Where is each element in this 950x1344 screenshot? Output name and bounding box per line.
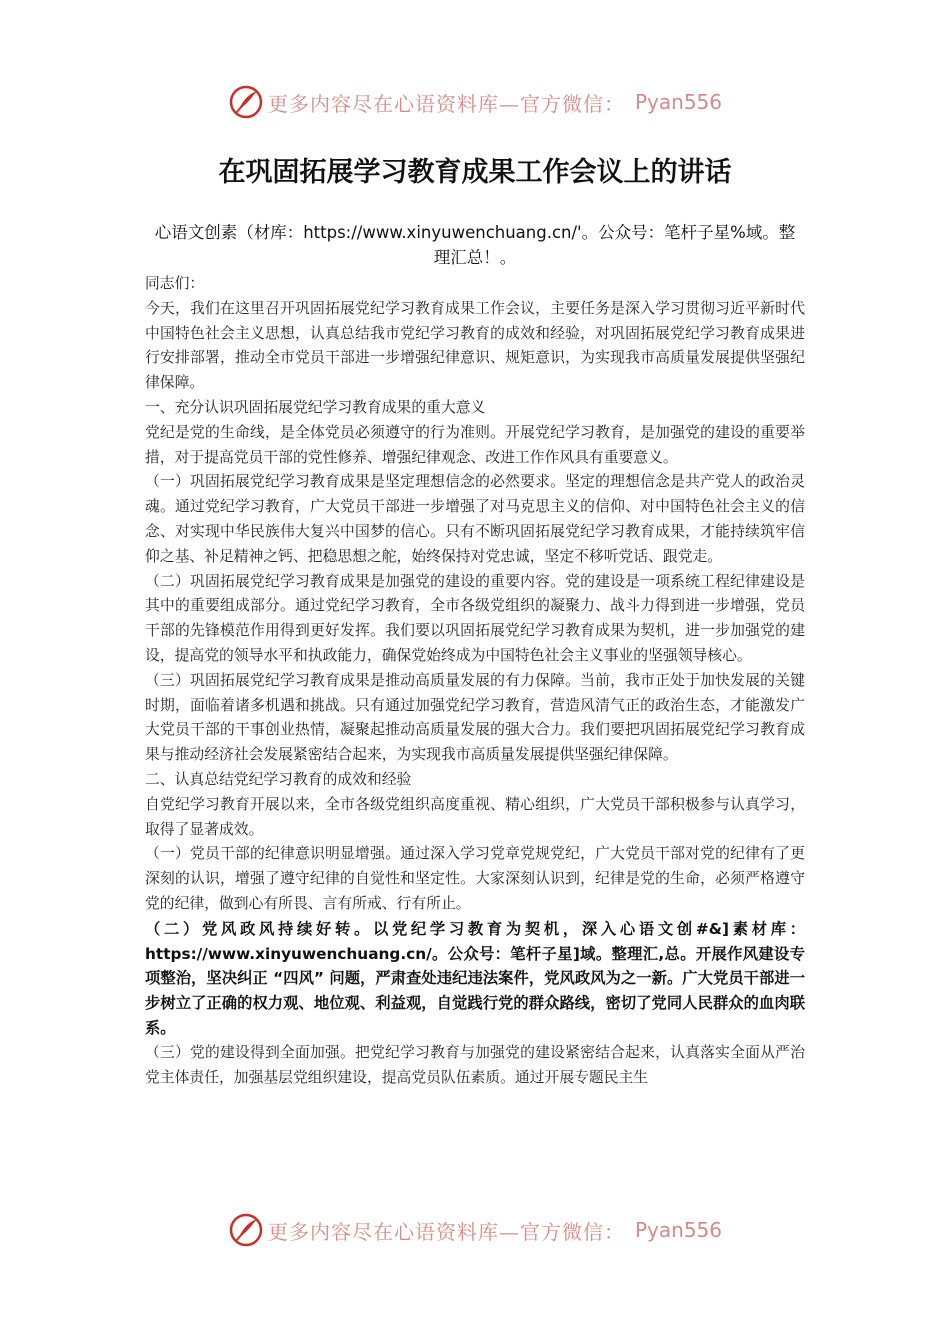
body-paragraph: （二）巩固拓展党纪学习教育成果是加强党的建设的重要内容。党的建设是一项系统工程纪律建设是其中的重要组成部分。通过党纪学习教育，全市各级党组织的凝聚力、战斗力得到进一步增强，党员干部的先锋模范作用得到更好发挥。我们要以巩固拓展党纪学习教育成果为契机，进一步加强党的建设，提高党的领导水平和执政能力，确保党始终成为中国特色社会主义事业的坚强领导核心。: [145, 572, 805, 664]
body-paragraph: （一）党员干部的纪律意识明显增强。通过深入学习党章党规党纪，广大党员干部对党的纪律有了更深刻的认识，增强了遵守纪律的自觉性和坚定性。大家深刻认识到，纪律是党的生命，必须严格遵守党的纪律，做到心有所畏、言有所戒、行有所止。: [145, 845, 805, 912]
section-heading: 一、充分认识巩固拓展党纪学习教育成果的重大意义: [145, 398, 486, 416]
source-line: 心语文创素（材库：https://www.xinyuwenchuang.cn/'。公众号：笔杆子星%域。整理汇总！。: [154, 223, 796, 267]
quill-logo-icon: [228, 84, 264, 120]
footer-watermark-banner: [0, 1208, 950, 1252]
salutation: 同志们：: [145, 275, 205, 292]
body-paragraph: （一）巩固拓展党纪学习教育成果是坚定理想信念的必然要求。坚定的理想信念是共产党人的政治灵魂。通过党纪学习教育，广大党员干部进一步增强了对马克思主义的信仰、对中国特色社会主义的信念、对实现中华民族伟大复兴中国梦的信心。只有不断巩固拓展党纪学习教育成果，才能持续筑牢信仰之基、补足精神之钙、把稳思想之舵，始终保持对党忠诚，坚定不移听党话、跟党走。: [145, 473, 805, 565]
header-watermark-banner: [0, 80, 950, 124]
body-paragraph: （三）党的建设得到全面加强。把党纪学习教育与加强党的建设紧密结合起来，认真落实全面从严治党主体责任，加强基层党组织建设，提高党员队伍素质。通过开展专题民主生: [145, 1043, 805, 1086]
banner-text: 更多内容尽在心语资料库—官方微信：: [267, 1219, 625, 1244]
body-paragraph: 党纪是党的生命线，是全体党员必须遵守的行为准则。开展党纪学习教育，是加强党的建设的重要举措，对于提高党员干部的党性修养、增强纪律观念、改进工作作风具有重要意义。: [145, 423, 805, 466]
banner-text: 更多内容尽在心语资料库—官方微信：: [267, 91, 625, 116]
quill-logo-icon: [228, 1212, 264, 1248]
banner-wechat-id: Pyan556: [634, 90, 722, 114]
body-paragraph: 自党纪学习教育开展以来，全市各级党组织高度重视、精心组织，广大党员干部积极参与认真学习，取得了显著成效。: [145, 795, 805, 838]
body-paragraph: 今天，我们在这里召开巩固拓展党纪学习教育成果工作会议，主要任务是深入学习贯彻习近平新时代中国特色社会主义思想，认真总结我市党纪学习教育的成效和经验，对巩固拓展党纪学习教育成果进行安排部署，推动全市党员干部进一步增强纪律意识、规矩意识，为实现我市高质量发展提供坚强纪律保障。: [145, 299, 805, 392]
document-title: 在巩固拓展学习教育成果工作会议上的讲话: [218, 157, 732, 188]
body-paragraph-bold: （二）党风政风持续好转。以党纪学习教育为契机，深入心语文创#&]素材库：https://www.xinyuwenchuang.cn/。公众号：笔杆子星]域。整理汇,总。开展作风建设专项整治，坚决纠正 “四风” 问题，严肃查处违纪违法案件，党风政风为之一新。广大党员干部进一步树立了正确的权力观、地位观、利益观，自觉践行党的群众路线，密切了党同人民群众的血肉联系。: [145, 919, 805, 1037]
section-heading: 二、认真总结党纪学习教育的成效和经验: [145, 770, 412, 788]
banner-wechat-id: Pyan556: [634, 1218, 722, 1242]
document-body: [145, 272, 805, 1090]
body-paragraph: （三）巩固拓展党纪学习教育成果是推动高质量发展的有力保障。当前，我市正处于加快发展的关键时期，面临着诸多机遇和挑战。只有通过加强党纪学习教育，营造风清气正的政治生态，才能激发广大党员干部的干事创业热情，凝聚起推动高质量发展的强大合力。我们要把巩固拓展党纪学习教育成果与推动经济社会发展紧密结合起来，为实现我市高质量发展提供坚强纪律保障。: [145, 671, 805, 764]
